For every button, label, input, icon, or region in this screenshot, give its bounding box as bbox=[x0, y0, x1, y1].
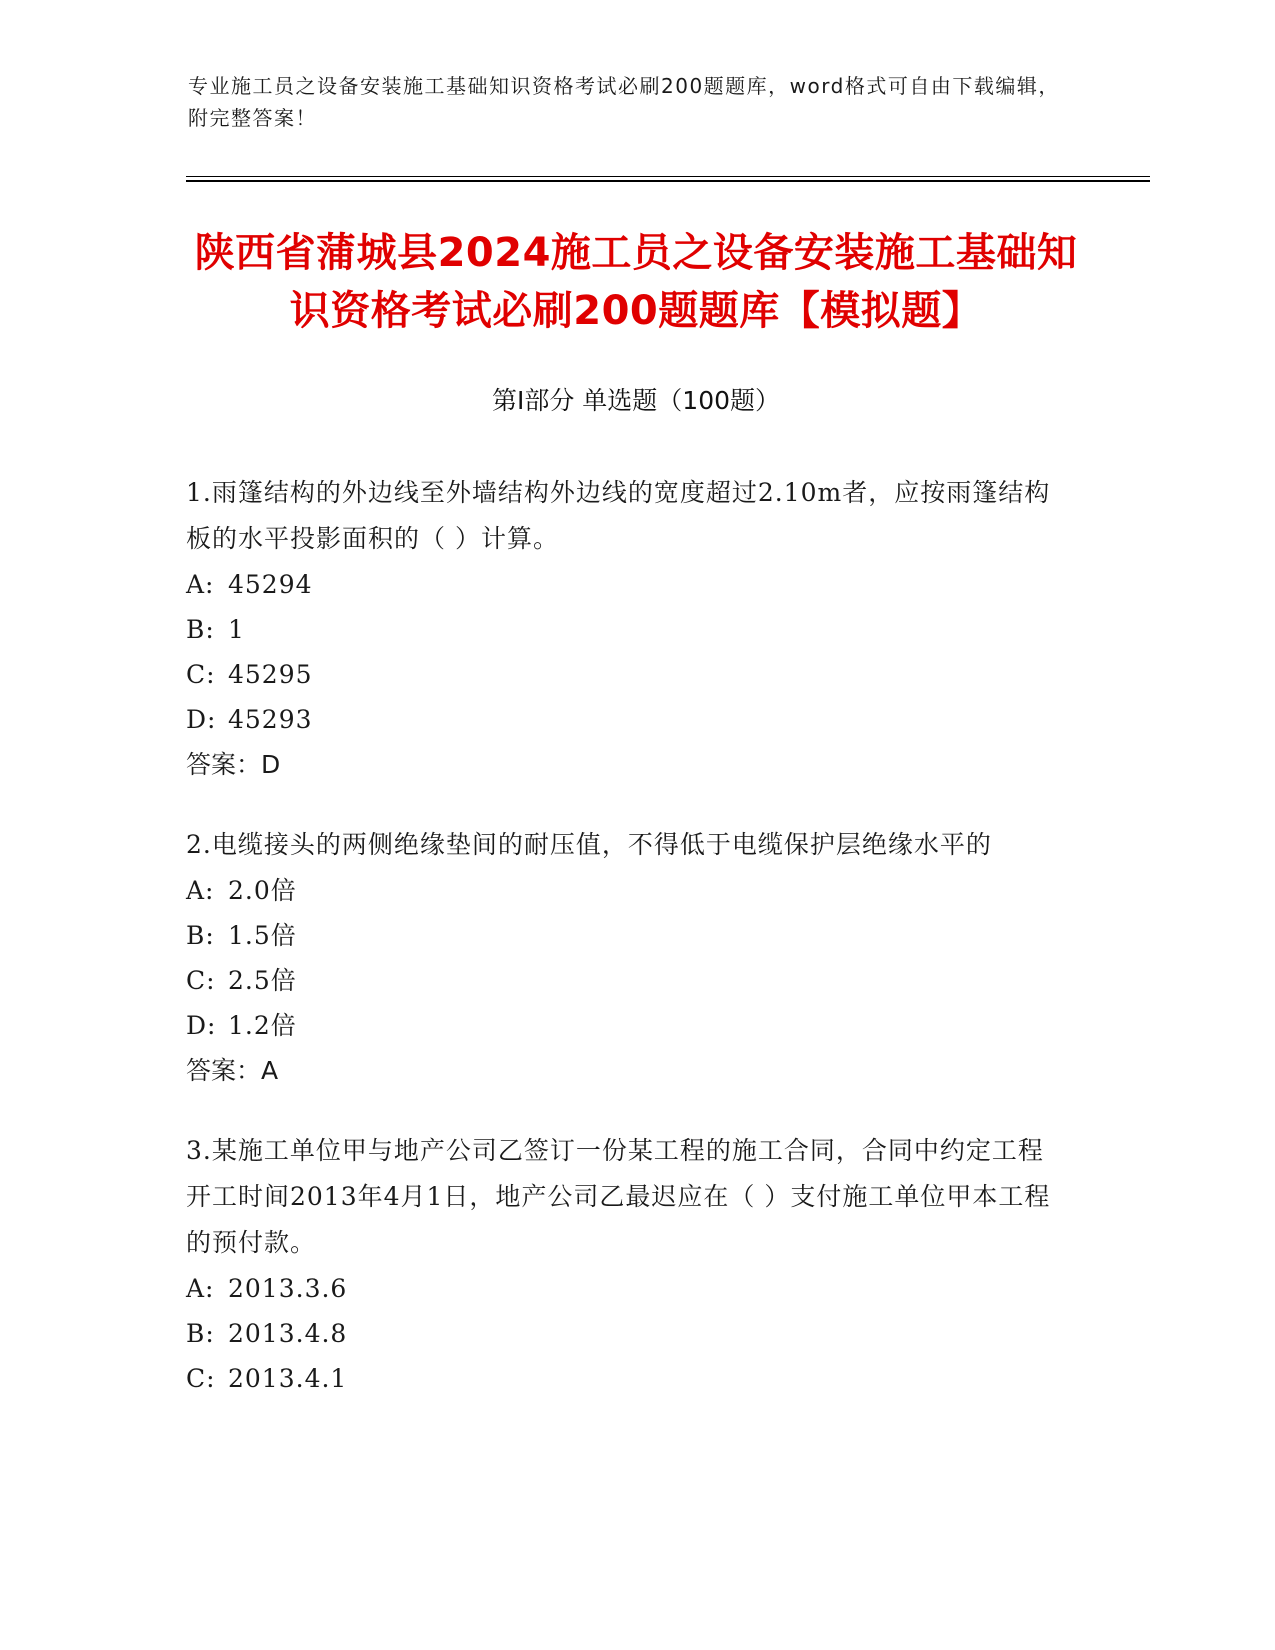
section-heading: 第Ⅰ部分 单选题（100题） bbox=[491, 386, 781, 415]
option-key: A: bbox=[186, 1274, 215, 1303]
option-c bbox=[186, 958, 1066, 1003]
option-text: 2013.4.8 bbox=[228, 1319, 348, 1348]
header-divider-thick bbox=[186, 180, 1150, 182]
question-stem: 1.雨篷结构的外边线至外墙结构外边线的宽度超过2.10m者，应按雨篷结构板的水平投影面积的（ ）计算。 bbox=[186, 478, 1051, 553]
option-key: A: bbox=[186, 876, 215, 905]
question-list bbox=[186, 470, 1066, 1436]
question-stem: 3.某施工单位甲与地产公司乙签订一份某工程的施工合同，合同中约定工程开工时间2013年4月1日，地产公司乙最迟应在（ ）支付施工单位甲本工程的预付款。 bbox=[186, 1136, 1051, 1257]
option-key: A: bbox=[186, 570, 215, 599]
option-text: 2.0倍 bbox=[228, 876, 297, 905]
option-key: B: bbox=[186, 921, 215, 950]
option-a bbox=[186, 562, 1066, 607]
option-text: 2.5倍 bbox=[228, 966, 297, 995]
option-c bbox=[186, 1356, 1066, 1401]
question-1 bbox=[186, 470, 1066, 787]
option-b bbox=[186, 607, 1066, 652]
header-divider-thin bbox=[186, 176, 1150, 177]
option-b bbox=[186, 913, 1066, 958]
option-text: 1 bbox=[228, 615, 245, 644]
header-note: 专业施工员之设备安装施工基础知识资格考试必刷200题题库，word格式可自由下载编辑，附完整答案！ bbox=[188, 74, 1060, 130]
answer-line: 答案：D bbox=[186, 750, 281, 779]
option-d bbox=[186, 697, 1066, 742]
option-text: 45293 bbox=[228, 705, 313, 734]
option-a bbox=[186, 1266, 1066, 1311]
question-stem: 2.电缆接头的两侧绝缘垫间的耐压值，不得低于电缆保护层绝缘水平的 bbox=[186, 830, 992, 859]
question-3 bbox=[186, 1128, 1066, 1401]
question-2 bbox=[186, 822, 1066, 1093]
option-text: 45294 bbox=[228, 570, 313, 599]
answer-line: 答案：A bbox=[186, 1056, 279, 1085]
option-key: C: bbox=[186, 966, 216, 995]
option-a bbox=[186, 868, 1066, 913]
option-key: D: bbox=[186, 1011, 217, 1040]
option-text: 1.2倍 bbox=[228, 1011, 297, 1040]
option-key: C: bbox=[186, 1364, 216, 1393]
option-key: C: bbox=[186, 660, 216, 689]
option-text: 2013.3.6 bbox=[228, 1274, 348, 1303]
option-d bbox=[186, 1003, 1066, 1048]
option-key: B: bbox=[186, 1319, 215, 1348]
option-text: 45295 bbox=[228, 660, 313, 689]
option-text: 1.5倍 bbox=[228, 921, 297, 950]
option-b bbox=[186, 1311, 1066, 1356]
option-key: D: bbox=[186, 705, 217, 734]
option-text: 2013.4.1 bbox=[228, 1364, 348, 1393]
option-key: B: bbox=[186, 615, 215, 644]
document-title: 陕西省蒲城县2024施工员之设备安装施工基础知识资格考试必刷200题题库【模拟题】 bbox=[194, 230, 1078, 334]
option-c bbox=[186, 652, 1066, 697]
